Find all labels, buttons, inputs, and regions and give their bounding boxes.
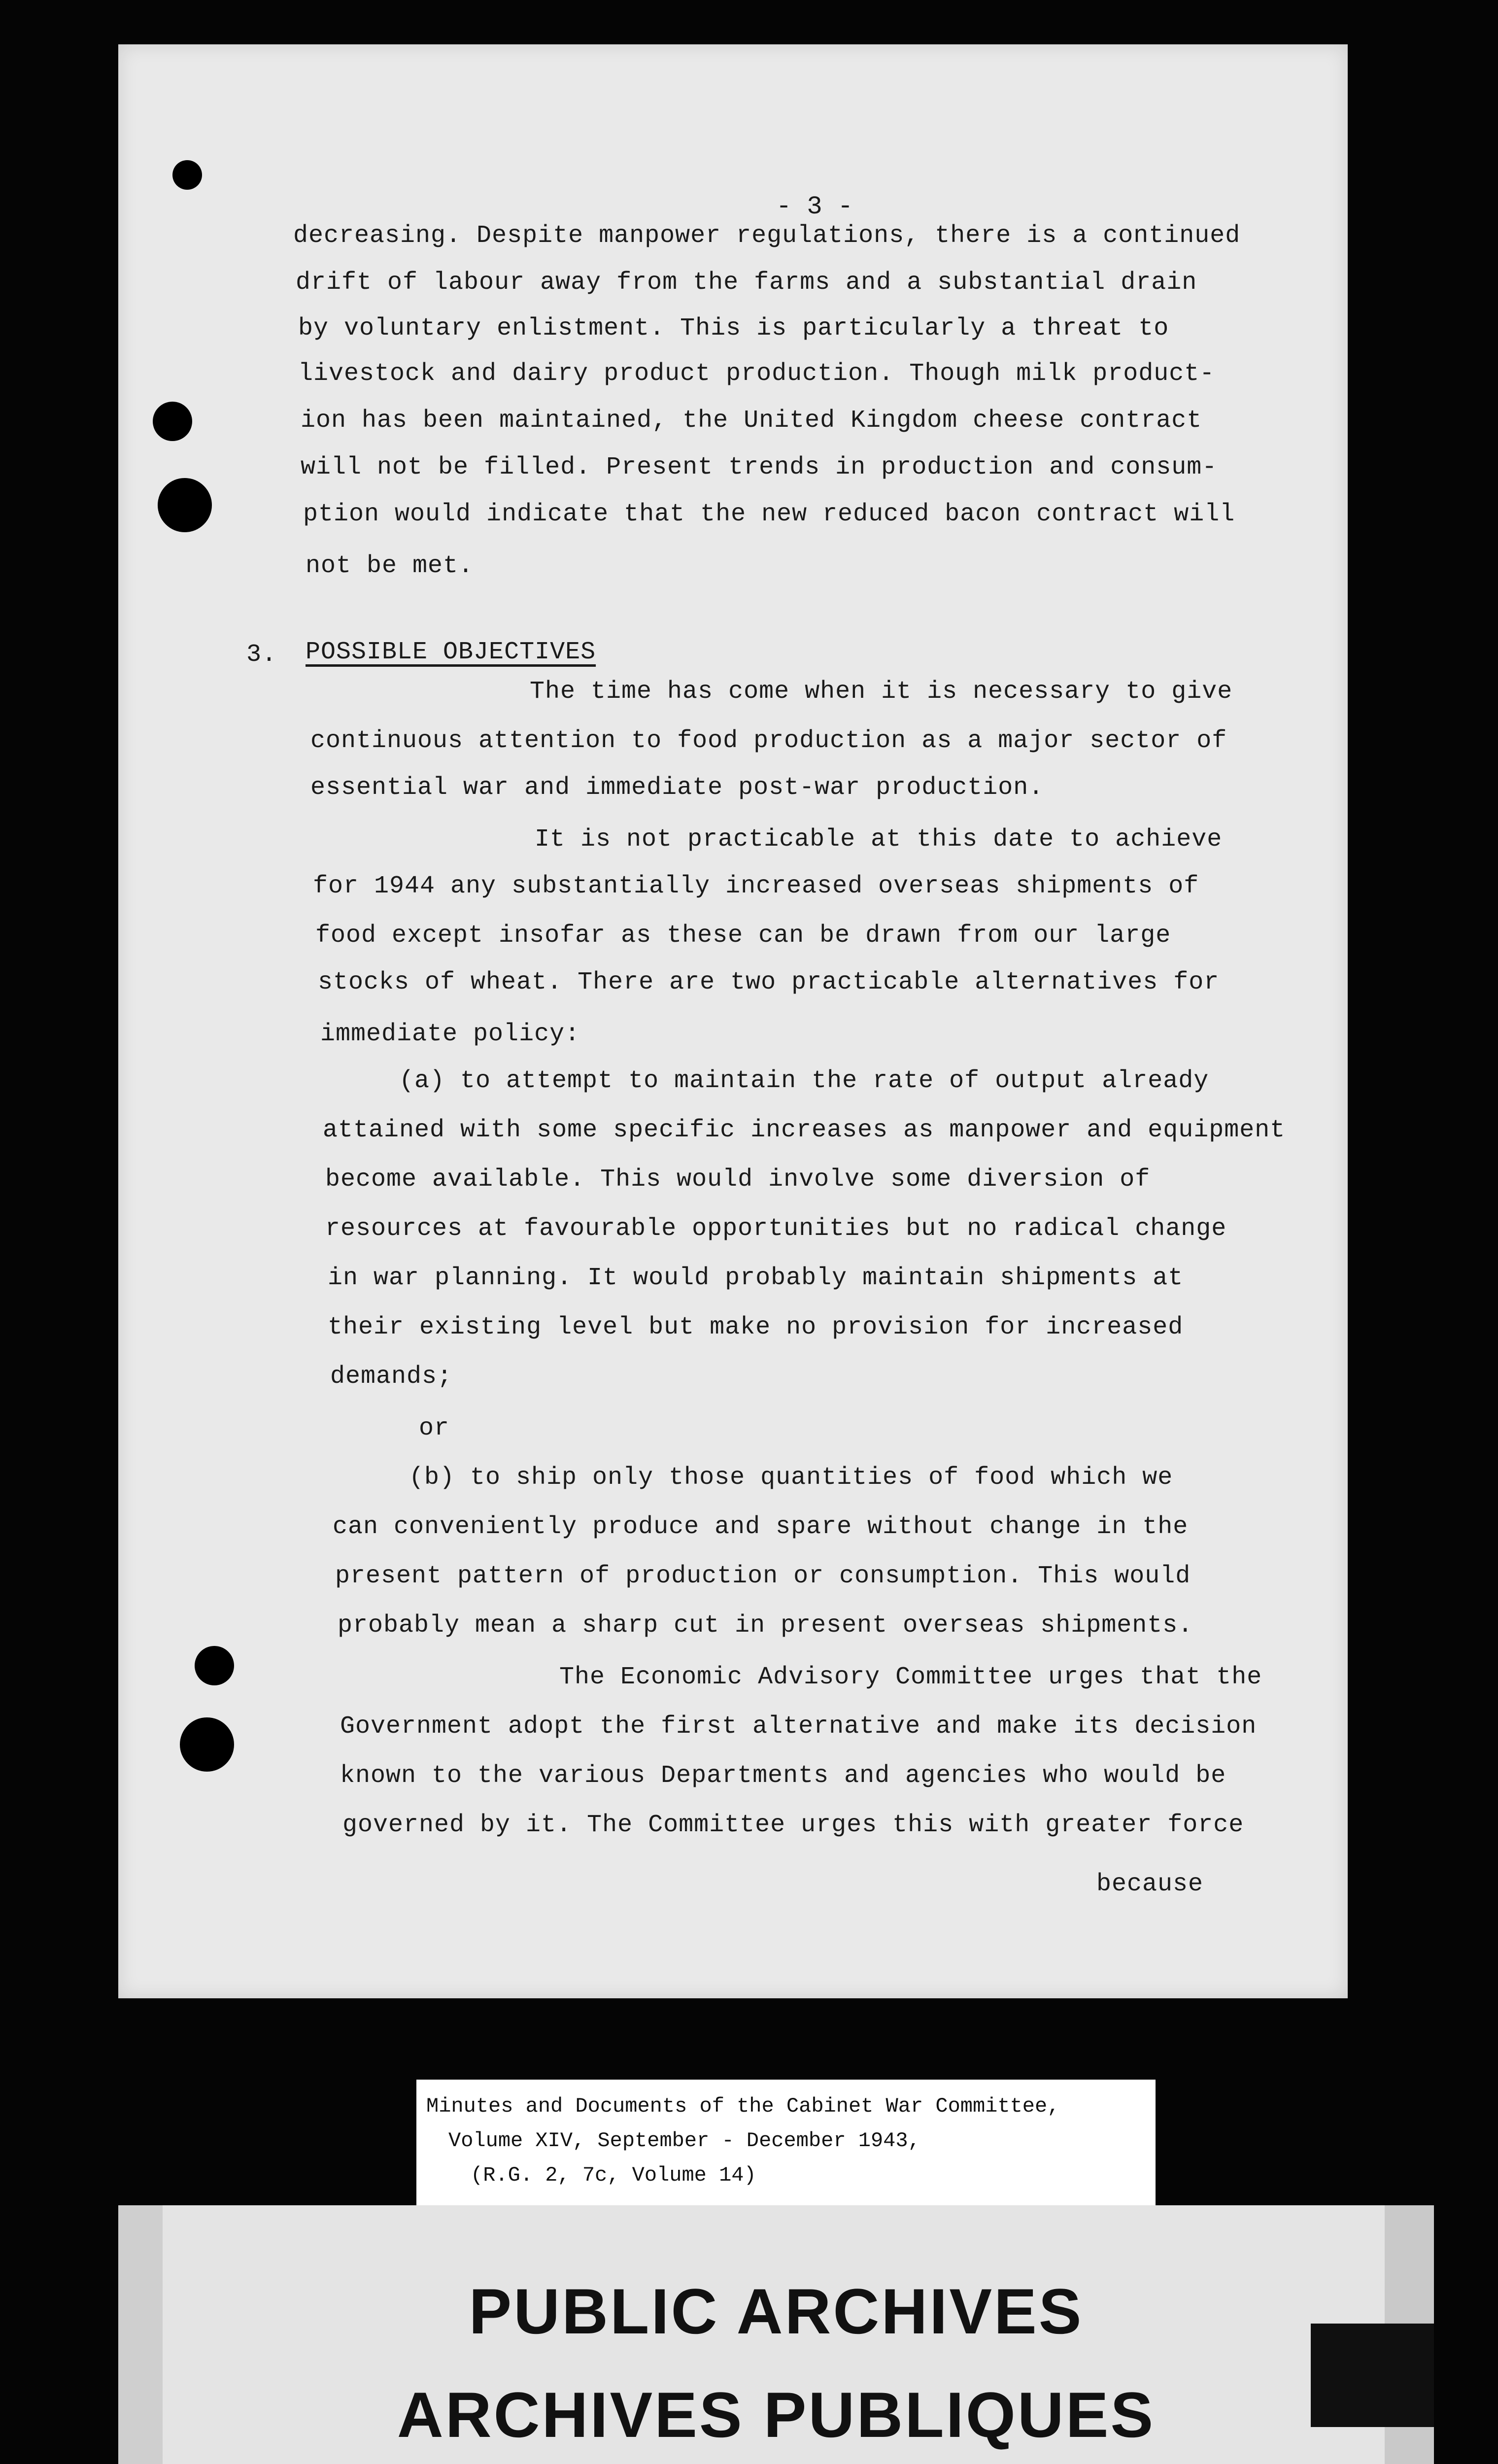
text-line: livestock and dairy product production. Though milk product- [298,360,1215,388]
text-line: present pattern of production or consumption. This would [335,1562,1191,1590]
text-line: continuous attention to food production as a major sector of [310,727,1227,755]
punch-hole [158,478,212,532]
text-line: probably mean a sharp cut in present overseas shipments. [338,1611,1193,1640]
text-line: not be met. [306,552,474,580]
text-line: their existing level but make no provision for increased [328,1313,1184,1341]
archives-banner [118,2205,1434,2464]
text-line: resources at favourable opportunities but no radical change [325,1215,1227,1243]
text-line: known to the various Departments and agencies who would be [340,1762,1226,1790]
punch-hole [180,1717,234,1772]
text-line: become available. This would involve some diversion of [325,1165,1151,1194]
text-line: ion has been maintained, the United Kingdom cheese contract [301,407,1202,435]
text-line: will not be filled. Present trends in production and consum- [301,453,1218,481]
text-line: ption would indicate that the new reduced bacon contract will [303,500,1235,528]
punch-hole [153,402,192,441]
text-line: essential war and immediate post-war production. [310,774,1044,802]
section-number: 3. [246,641,277,669]
text-line: can conveniently produce and spare without change in the [333,1513,1189,1541]
text-line: immediate policy: [320,1020,580,1048]
text-line: governed by it. The Committee urges this with greater force [342,1811,1244,1839]
text-line: attained with some specific increases as manpower and equipment [323,1116,1286,1144]
text-line: stocks of wheat. There are two practicable alternatives for [318,968,1220,996]
document-page [118,44,1348,1998]
text-line: food except insofar as these can be drawn from our large [315,922,1171,950]
text-line: by voluntary enlistment. This is particularly a threat to [298,314,1169,342]
banner-title-en: PUBLIC ARCHIVES [469,2275,1084,2347]
text-line: for 1944 any substantially increased overseas shipments of [313,872,1199,900]
banner-title-fr: ARCHIVES PUBLIQUES [397,2379,1156,2451]
punch-hole [195,1646,234,1685]
caption-line: (R.G. 2, 7c, Volume 14) [471,2163,756,2187]
text-line: The time has come when it is necessary to give [530,678,1233,706]
text-line: It is not practicable at this date to achieve [535,825,1223,854]
text-line: demands; [330,1363,453,1391]
text-line: (a) to attempt to maintain the rate of output already [399,1067,1209,1095]
text-line: in war planning. It would probably maintain shipments at [328,1264,1184,1292]
catchword: because [1096,1870,1204,1898]
archive-caption [416,2080,1156,2205]
text-line: or [419,1414,450,1442]
punch-hole [172,160,202,190]
caption-line: Volume XIV, September - December 1943, [448,2129,920,2153]
text-line: (b) to ship only those quantities of food which we [409,1464,1173,1492]
text-line: decreasing. Despite manpower regulations, there is a continued [293,222,1241,250]
text-line: drift of labour away from the farms and a substantial drain [296,269,1197,297]
caption-line: Minutes and Documents of the Cabinet War Committee, [426,2094,1060,2118]
text-line: The Economic Advisory Committee urges that the [559,1663,1262,1691]
page-number: - 3 - [776,192,853,221]
text-line: Government adopt the first alternative and make its decision [340,1712,1257,1741]
section-heading: POSSIBLE OBJECTIVES [306,638,596,666]
